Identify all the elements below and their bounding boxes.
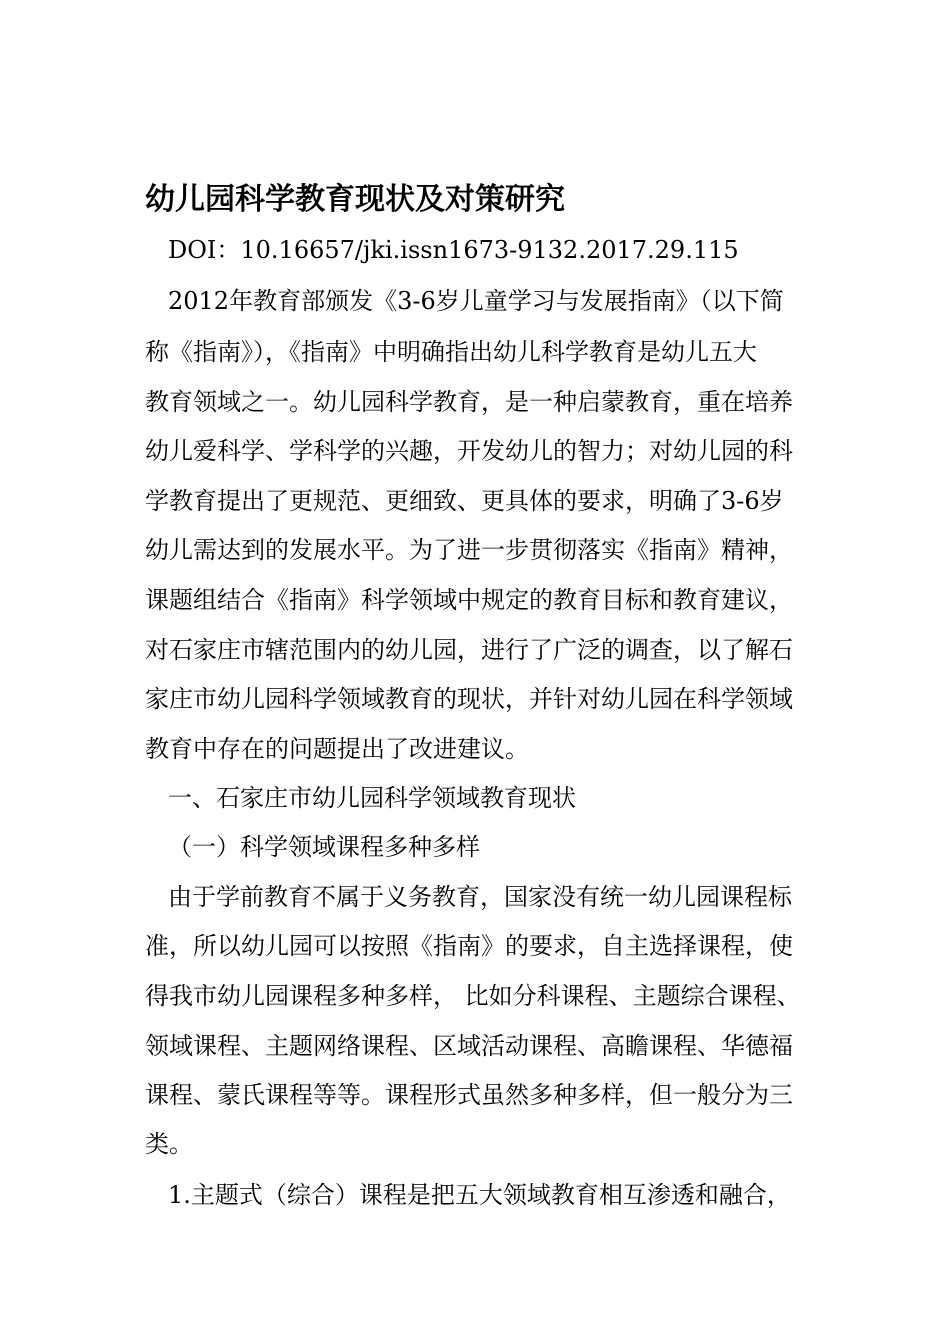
- paragraph-line: 类。: [145, 1130, 193, 1158]
- paragraph-line: 准，所以幼儿园可以按照《指南》的要求，自主选择课程，使: [145, 932, 793, 960]
- document-title: 幼儿园科学教育现状及对策研究: [145, 182, 565, 217]
- paragraph-line: 学教育提出了更规范、更细致、更具体的要求，明确了3-6岁: [145, 487, 784, 515]
- paragraph-line: 课题组结合《指南》科学领域中规定的教育目标和教育建议，: [145, 586, 793, 614]
- paragraph-line: 由于学前教育不属于义务教育，国家没有统一幼儿园课程标: [168, 883, 792, 911]
- paragraph-line: 教育领域之一。幼儿园科学教育，是一种启蒙教育，重在培养: [145, 388, 793, 416]
- paragraph-line: 幼儿爱科学、学科学的兴趣，开发幼儿的智力；对幼儿园的科: [145, 437, 793, 465]
- section-heading: 一、石家庄市幼儿园科学领域教育现状: [168, 784, 576, 812]
- paragraph-line: 课程、蒙氏课程等等。课程形式虽然多种多样，但一般分为三: [145, 1081, 793, 1109]
- subsection-heading: （一）科学领域课程多种多样: [168, 833, 480, 861]
- paragraph-line: 对石家庄市辖范围内的幼儿园，进行了广泛的调查，以了解石: [145, 636, 793, 664]
- numbered-item: 1.主题式（综合）课程是把五大领域教育相互渗透和融合，: [168, 1181, 791, 1209]
- doi-line: DOI：10.16657/jki.issn1673-9132.2017.29.115: [168, 236, 739, 264]
- paragraph-line: 称《指南》），《指南》中明确指出幼儿科学教育是幼儿五大: [145, 338, 757, 366]
- paragraph-line: 领域课程、主题网络课程、区域活动课程、高瞻课程、华德福: [145, 1032, 793, 1060]
- paragraph-line: 幼儿需达到的发展水平。为了进一步贯彻落实《指南》精神，: [145, 536, 793, 564]
- paragraph-line: 得我市幼儿园课程多种多样， 比如分科课程、主题综合课程、: [145, 982, 801, 1010]
- paragraph-line: 2012年教育部颁发《3-6岁儿童学习与发展指南》（以下简: [168, 287, 784, 315]
- paragraph-line: 家庄市幼儿园科学领域教育的现状，并针对幼儿园在科学领域: [145, 685, 793, 713]
- paragraph-line: 教育中存在的问题提出了改进建议。: [145, 735, 529, 763]
